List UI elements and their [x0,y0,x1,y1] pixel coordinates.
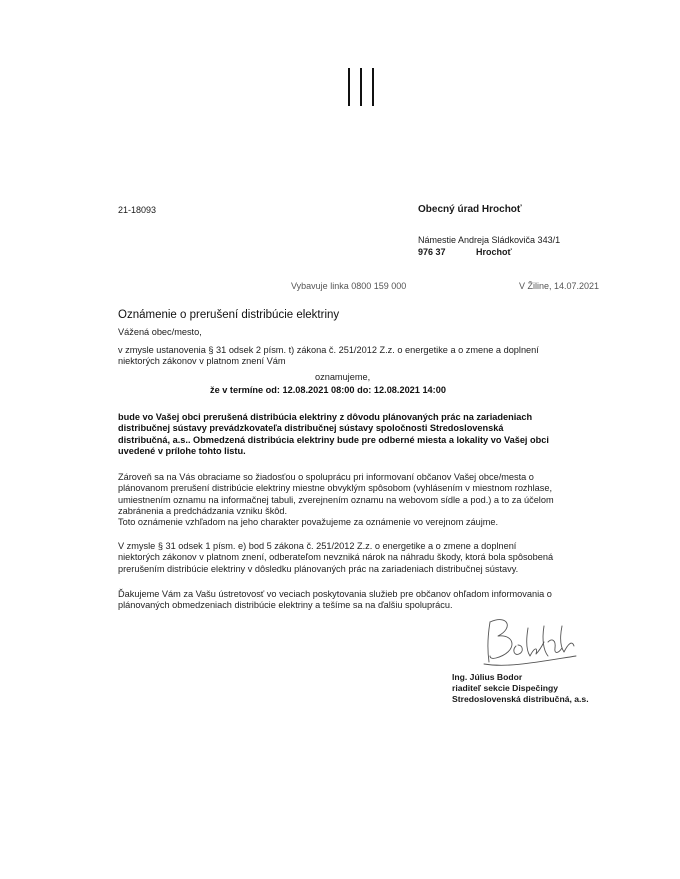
signatory-name: Ing. Július Bodor [452,672,523,682]
recipient-city: Hrochoť [476,247,512,257]
place-date: V Žiline, 14.07.2021 [519,281,600,291]
recipient-zip: 976 37 [418,247,446,257]
thanks-paragraph: Ďakujeme Vám za Vašu ústretovosť vo veciach poskytovania služieb pre občanov ohľadom informovania o plánovaných obmedzeniach distribúcie elektriny a tešíme sa na ďalšiu spoluprácu. [118,589,552,611]
announce-word: oznamujeme, [315,372,371,382]
outage-notice-paragraph: bude vo Vašej obci prerušená distribúcia elektriny z dôvodu plánovaných prác na zariadeniach distribučnej sústavy prevádzkovateľa distribučnej sústavy spoločnosti Stredoslovenská distribučná, a.s.. Obmedzená distribúcia elektriny bude pre odberné miesta a lokality vo Vašej obci uvedené v prílohe tohto listu. [118,412,549,456]
intro-paragraph: v zmysle ustanovenia § 31 odsek 2 písm. t) zákona č. 251/2012 Z.z. o energetike a o zmene a doplnení niektorých zákonov v platnom znení Vám [118,345,539,367]
handled-by: Vybavuje linka 0800 159 000 [291,281,407,291]
legal-paragraph: V zmysle § 31 odsek 1 písm. e) bod 5 zákona č. 251/2012 Z.z. o energetike a o zmene a doplnení niektorých zákonov v platnom znení, odberateľom nevzniká nárok na náhradu škody, ktorá bola spôsobená prerušením distribúcie elektriny v dôsledku plánovaných prác na zariadeniach distribučnej sústavy. [118,541,554,574]
signatory-company: Stredoslovenská distribučná, a.s. [452,694,589,704]
cooperation-request-paragraph: Zároveň sa na Vás obraciame so žiadosťou o spoluprácu pri informovaní občanov Vašej obce/mesta o plánovanom prerušení distribúcie elektriny miestne obvyklým spôsobom (vyhlásením v miestnom rozhlase, umiestnením oznamu na informačnej tabuli, zverejnením oznamu na webovom sídle a pod.) a to za účelom zabránenia a predchádzania vzniku škôd. Toto oznámenie vzhľadom na jeho charakter považujeme za oznámenie vo verejnom záujme. [118,472,554,528]
signatory-position: riaditeľ sekcie Dispečingy [452,683,559,693]
company-logo-icon [346,68,376,106]
outage-term: že v termíne od: 12.08.2021 08:00 do: 12.08.2021 14:00 [210,385,446,395]
letter-title: Oznámenie o prerušení distribúcie elektriny [118,309,340,321]
salutation: Vážená obec/mesto, [118,327,202,337]
recipient-name: Obecný úrad Hrochoť [418,204,522,215]
handwritten-signature-icon [478,612,580,674]
reference-number: 21-18093 [118,205,157,215]
recipient-street: Námestie Andreja Sládkoviča 343/1 [418,235,561,245]
